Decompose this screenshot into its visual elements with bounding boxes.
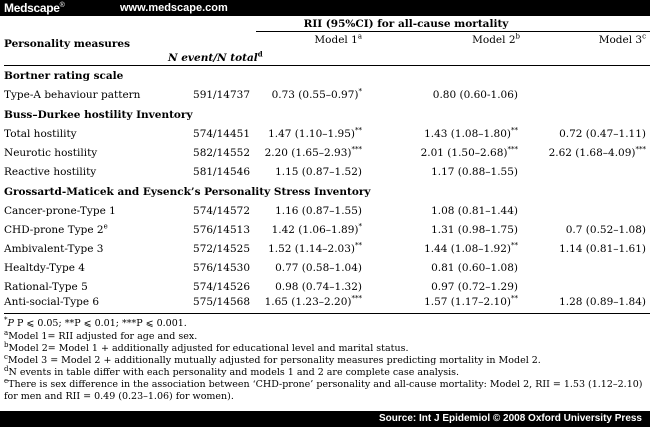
row-model2: 1.43 (1.08–1.80)** [424,126,518,140]
row-model1: 1.16 (0.87–1.55) [275,205,362,217]
row-model3: 1.28 (0.89–1.84) [559,296,646,308]
row-model3: 1.14 (0.81–1.61) [559,243,646,255]
row-n: 574/14572 [193,205,250,217]
row-model1: 1.47 (1.10–1.95)** [268,126,362,140]
row-model2: 0.80 (0.60-1.06) [432,89,518,101]
section-title: Bortner rating scale [4,70,124,82]
col-model1-header: Model 1$^a$ [314,32,362,46]
row-measure: Neurotic hostility [4,147,98,159]
row-model1: 1.15 (0.87–1.52) [275,166,362,178]
row-model3: 0.72 (0.47–1.11) [559,128,646,140]
col-n-header: N event/N total$^d$ [168,49,263,64]
section-title: Buss–Durkee hostility Inventory [4,109,193,121]
row-model2: 0.81 (0.60–1.08) [431,262,518,274]
source-credit: Source: Int J Epidemiol © 2008 Oxford University Press [378,413,642,424]
row-model2: 1.17 (0.88–1.55) [431,166,518,178]
row-model2: 2.01 (1.50–2.68)*** [420,145,518,159]
section-title: Grossartd-Maticek and Eysenck’s Personality Stress Inventory [4,186,371,198]
row-n: 572/14525 [193,243,250,255]
footnote-d: $^d$N events in table differ with each personality and models 1 and 2 are complete case analysis. [4,364,460,378]
row-model1: 1.52 (1.14–2.03)** [268,241,362,255]
top-bar [0,0,650,16]
row-measure: Type-A behaviour pattern [4,89,141,101]
row-n: 591/14737 [193,89,250,101]
row-measure: Total hostility [4,128,77,140]
row-measure: Anti-social-Type 6 [4,296,100,308]
row-model3: 2.62 (1.68–4.09)*** [548,145,646,159]
row-model2: 1.08 (0.81–1.44) [431,205,518,217]
row-measure: Cancer-prone-Type 1 [4,205,116,217]
footnote-b: $^b$Model 2= Model 1 + additionally adjusted for educational level and marital status. [4,340,409,354]
col-model3-header: Model 3$^c$ [598,32,646,46]
row-model1: 1.65 (1.23–2.20)*** [264,294,362,308]
bottom-bar [0,411,650,427]
group-header: RII (95%CI) for all-cause mortality [303,18,509,30]
table-bottom-rule [4,313,650,314]
col-measure-header: Personality measures [4,38,131,50]
row-measure: Reactive hostility [4,166,97,178]
footnote-e-continued: for men and RII = 0.49 (0.23–1.06) for women). [4,391,234,402]
row-n: 575/14568 [193,296,250,308]
header-rule [4,65,650,66]
row-measure: Rational-Type 5 [4,281,88,293]
footnote-significance: *P P ⩽ 0.05; **P ⩽ 0.01; ***P ⩽ 0.001. [4,315,187,329]
row-model1: 0.98 (0.74–1.32) [275,281,362,293]
row-n: 576/14530 [193,262,250,274]
row-model2: 1.57 (1.17–2.10)** [424,294,518,308]
row-model1: 1.42 (1.06–1.89)* [271,222,362,236]
row-measure: Healtdy-Type 4 [4,262,85,274]
row-model1: 0.73 (0.55–0.97)* [271,87,362,101]
row-n: 574/14451 [193,128,250,140]
row-measure: Ambivalent-Type 3 [4,243,104,255]
footnote-e: $^e$There is sex difference in the association between ‘CHD-prone’ personality and all-cause mortality: Model 2, RII = 1.53 (1.12–2.10) [4,376,643,390]
footnote-c: $^c$Model 3 = Model 2 + additionally mutually adjusted for personality measures predicting mortality in Model 2. [4,352,541,366]
site-url[interactable]: www.medscape.com [120,2,228,14]
row-model3: 0.7 (0.52–1.08) [565,224,646,236]
row-n: 581/14546 [193,166,250,178]
row-model1: 0.77 (0.58–1.04) [275,262,362,274]
group-header-rule [256,31,650,32]
footnote-a: $^a$Model 1= RII adjusted for age and sex. [4,328,198,342]
medscape-logo[interactable]: Medscape® [4,1,65,15]
row-model1: 2.20 (1.65–2.93)*** [264,145,362,159]
row-model2: 1.44 (1.08–1.92)** [424,241,518,255]
col-model2-header: Model 2$^b$ [472,32,520,46]
row-model2: 1.31 (0.98–1.75) [431,224,518,236]
row-n: 582/14552 [193,147,250,159]
row-n: 574/14526 [193,281,250,293]
row-measure: CHD-prone Type 2e [4,222,108,236]
row-model2: 0.97 (0.72–1.29) [431,281,518,293]
row-n: 576/14513 [193,224,250,236]
